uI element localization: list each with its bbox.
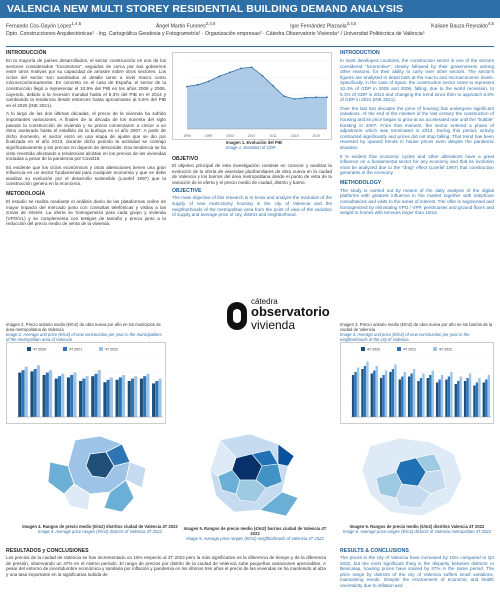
bar (410, 374, 412, 418)
map6-caption-en: Image 6. Average price ranges (€/m2) districts of Valencia metropolitan 4T 2022 (342, 529, 492, 534)
fig3-caption-block (340, 322, 494, 342)
intro-text-es-3: Es evidente que los ciclos económicos y otras alteraciones tienen una gran influencia en un sector fundamental para cualquier economía y que se debe analizar su evolución por el desarrollo sostenible (Loerlef 1997) que la construcción genera en la economía. (6, 164, 166, 187)
neighborhood-polygons (210, 434, 298, 516)
legend-swatch (397, 347, 401, 351)
bar (58, 376, 61, 417)
fig1-caption-block (226, 140, 336, 150)
bar (116, 380, 119, 417)
poster-title: VALENCIA NEW MULTI STOREY RESIDENTIAL BUILDING DEMAND ANALYSIS (0, 0, 500, 18)
bar (128, 381, 131, 417)
author-1: Fernando Cos-Gayón López$^{1,4,5}$ (6, 21, 82, 30)
map-metro-districts (350, 432, 480, 524)
intro-heading-en: INTRODUCTION (340, 50, 380, 56)
left-column (6, 50, 166, 227)
bar (457, 381, 459, 417)
logo-mark-icon (227, 302, 247, 330)
bar (119, 377, 122, 417)
x-tick-label: 2007 (247, 134, 256, 138)
bar (107, 380, 110, 417)
bar (438, 380, 440, 418)
x-tick-label: 1999 (204, 134, 213, 138)
results-es-block (6, 548, 326, 577)
author-2: Ángel Martín Furones$^{2,4,5}$ (155, 21, 216, 30)
intro-text-es: En la mayoría de países desarrollados, el sector construcción es uno de los sectores considerados "locomotora", seguidos de cerca por sus gobiernos entre otros motivos por su capacidad de arrastre sobre otros sectores. Los ciclos del sector son analizados al detalle tanto a nivel macro como microeconómicamente. En concreto en el caso de España, el sector de la construcción llegó a representar el 10,9% del PIB en los años 2006 y 2006, cayendo, debido a la recesión mundial hasta el 5,3% del PIB en el 2014 y cambiando la tendencia desde entonces hasta aproximarse al 5,6% del PIB en el 2020 (INE 2021). (6, 58, 166, 108)
bar (73, 373, 76, 417)
bar (21, 370, 24, 417)
map4-caption-block (20, 524, 180, 534)
bar (25, 367, 28, 417)
objective-block (172, 156, 332, 218)
bar (46, 373, 49, 417)
bar (146, 374, 149, 417)
intro-heading-es: INTRODUCCIÓN (6, 50, 47, 56)
x-tick-label: 2015 (290, 134, 299, 138)
bar (61, 374, 64, 417)
x-tick-label: 2003 (226, 134, 234, 138)
author-row (0, 19, 500, 30)
logo-main-text: observatorio (251, 304, 330, 319)
x-tick-label: 1995 (183, 134, 191, 138)
method-heading-es: METODOLOGÍA (6, 191, 46, 198)
objetivo-text: El objetivo principal de esta investigación consiste en conocer y analizar la evolución de la oferta de viviendas plurifamiliares de obra nueva en la ciudad de Valencia y los barrios del área metropolitana desde el punto de vista de la variación de la oferta y el precio medio de ciudad, distrito y barrio. (172, 163, 332, 185)
author-3: Igor Fernández Plazaola$^{3,4,5}$ (290, 21, 357, 30)
bar (122, 375, 125, 417)
intro-text-en-2: Over the last two decades the price of housing has undergone significant variations. At the end of the nineties of the last century the construction of housing and its price began to grow at an accelerated rate until the "bubble" bursting in 2007. From that moment, the sector entered a phase of adjustment which was terminated in 2013. During this period, activity contracted significantly and prices did not stop falling. That trend has been reversed by upward trends in house prices even despite the pandemic situation. (340, 105, 494, 150)
x-tick-label: 2011 (269, 134, 277, 138)
bar (380, 378, 382, 417)
map5-caption: Imagen 5. Rangos de precio medio (€/m2) barrios ciudad de Valencia 4T 2022 (183, 526, 327, 536)
method-text-en: The study is carried out by means of the daily analysis of the digital platforms with greatest influence in the market together with telephone consultations and visits to the areas of interest. The offer is segmented and homogenized by eliminating VPO / VPP, penthouses and ground floors and weight to homes with terraces larger than 10m2. (340, 187, 494, 216)
bar (91, 376, 94, 417)
bar (394, 365, 396, 418)
objective-text-en: The main objective of this research is to know and analyze the evolution of the supply of new multi-storey housing in the city of Valencia and the neighborhoods of the metropolitan area from the point of view of the variation of supply and average price of city, district and neighborhood. (172, 195, 332, 218)
intro-text-en-3: It is evident that economic cycles and other alterations have a great influence on a fundamental sector for any economy and that its evolution must be analyzed due to the "drag" effect (Loerlef 1997) that construction generates in the economy. (340, 153, 494, 176)
bar (417, 381, 419, 417)
bar (445, 380, 447, 418)
map-neighborhoods (190, 430, 314, 526)
results-heading-es: RESULTADOS y CONCLUSIONES (6, 548, 89, 554)
author-4: Kaliane Bauza Reynaldo$^{4,5}$ (431, 21, 494, 30)
bar (469, 374, 471, 418)
legend-label: 4T 2020 (33, 347, 47, 352)
gdp-point (315, 96, 317, 98)
logo-top-text: cátedra (251, 297, 278, 306)
fig2-caption-block (6, 322, 166, 342)
method-heading-en: METHODOLOGY (340, 179, 382, 186)
bar (401, 377, 403, 418)
gdp-point (251, 66, 253, 68)
bar (371, 374, 373, 418)
results-text-en: The prices in the city of Valencia have increased by 15% compared to Q4 2022, but the most significant thing is the disparity between districts: in Benicalap, housing prices have soared by 37% in the same period. The price range by districts of the city of Valencia suffers small variations, maintaining trends. Despite the environment of economic and health uncertainty due to inflation and (340, 555, 494, 588)
objective-heading-en: OBJECTIVE (172, 188, 202, 195)
gdp-point (261, 75, 263, 77)
bar (385, 371, 387, 418)
bar (382, 375, 384, 417)
bar (404, 372, 406, 417)
fig3-caption-en: Image 3. Average unit price (€/m2) of new construction per year in the neighborhoods of the city of Valencia (340, 332, 470, 342)
bar (110, 377, 113, 417)
legend-label: 4T 2021 (403, 347, 417, 352)
map6-caption: Imagen 6. Rangos de precio medio (€/m2) distritos Valencia 4T 2022 (349, 524, 485, 529)
district-polygons (48, 436, 146, 512)
metro-polygons (362, 438, 462, 516)
affiliations: Dpto. Construcciones Arquitectónicas¹ · Ing. Cartográfica Geodesia y Fotogrametría² · Organización empresas³ · Cátedra Observatorio Vivienda⁴ / Universitat Politècnica de València⁵ (6, 30, 425, 37)
bar (476, 383, 478, 418)
bar (420, 378, 422, 417)
gdp-chart (172, 52, 332, 140)
fig3-caption: Imagen 3. Precio unitario medio (€/m2) de obra nueva por año en los barrios de la ciudad de Valencia (340, 322, 493, 332)
bar (55, 379, 58, 417)
map4-caption: Imagen 4. Rangos de precio medio (€/m2) distritos ciudad de Valencia 4T 2022 (22, 524, 178, 529)
bar (134, 376, 137, 417)
bar (79, 381, 82, 417)
right-column (340, 50, 494, 216)
bar (352, 375, 354, 417)
bar (485, 380, 487, 418)
legend-label: 4T 2021 (69, 347, 83, 352)
bar (143, 376, 146, 417)
bar (432, 371, 434, 418)
bar (86, 376, 89, 417)
map-districts (30, 432, 170, 524)
map5-caption-en: Image 5. Average price ranges (€/m2) neighborhoods of Valencia 4T 2022 (186, 536, 324, 541)
bar (70, 375, 73, 417)
bar (389, 372, 391, 417)
gdp-point (294, 98, 296, 100)
bar (159, 379, 162, 417)
bar (131, 379, 134, 417)
legend-swatch (433, 347, 437, 351)
gdp-point (186, 86, 188, 88)
bar (82, 379, 85, 417)
bar (43, 375, 46, 417)
gdp-point (208, 81, 210, 83)
fig1-caption: Imagen 1. Evolución del PIB (226, 140, 282, 145)
bar (483, 383, 485, 418)
bar (488, 375, 490, 417)
fig2-caption: Imagen 2. Precio unitario medio (€/m2) de obra nueva por año en los municipios de área metropolitana de Valencia (6, 322, 161, 332)
bar (413, 369, 415, 417)
results-en-block (340, 548, 494, 589)
gdp-point (240, 67, 242, 69)
author-block (0, 19, 500, 45)
map5-caption-block (180, 526, 330, 541)
bar (376, 366, 378, 417)
results-heading-en: RESULTS & CONCLUSIONS (340, 548, 409, 554)
bar (455, 384, 457, 417)
results-text-es: Los precios de la ciudad de Valencia se han incrementado un 15% respecto al 3T 2022 pero la más significativo es la diferencia de tiempo y de la diferencia de presión, observando un 37% en el mismo periodo. El rango de precios por distrito de la ciudad de Valencia sube pequeñas variaciones apreciables. A pesar del entorno de incertidumbre económica y sanitaria por inflación y pandemia en los últimos tres años el precio de las viviendas se ha mantenido al alza y una tasa importante en la significativa subida de (6, 555, 326, 577)
bar (364, 366, 366, 417)
logo-sub-text: vivienda (251, 318, 296, 332)
bar (67, 377, 70, 417)
bar (441, 375, 443, 417)
intro-text-en: In most developed countries, the construction sector is one of the sectors considered "locomotive", closely followed by their governments among other reasons, for their ability to carry over other sectors. The sector's figures are analysed in detail both at the macro and microeconomic levels. Specifically, in the case of Spain, the construction sector came to represent 10.4% of GDP in 2005 and 2006, falling, due to the world recession, to 5.1% of GDP in 2014 and changing the trend since then to approach 5.6% of GDP in 2021 (INE 2021). (340, 58, 494, 103)
bar (450, 372, 452, 417)
gdp-point (326, 96, 328, 98)
bar (98, 370, 101, 417)
bar (103, 382, 106, 417)
legend-swatch (99, 347, 103, 351)
bar (49, 370, 52, 417)
bar (37, 365, 40, 417)
bar (448, 377, 450, 418)
bar (436, 383, 438, 418)
bar (392, 369, 394, 417)
gdp-point (305, 97, 307, 99)
bar (155, 381, 158, 417)
fig2-caption-en: Image 2. Average unit price (€/m2) of new construction per year in the municipalities of the metropolitan area of Valencia (6, 332, 162, 342)
bar (94, 374, 97, 417)
bar (478, 378, 480, 417)
bar (18, 373, 21, 417)
gdp-point (272, 85, 274, 87)
bar (140, 379, 143, 417)
gdp-point (283, 95, 285, 97)
bar (460, 377, 462, 418)
bar (357, 368, 359, 418)
gdp-point (218, 75, 220, 77)
legend-label: 4T 2022 (439, 347, 453, 352)
map6-caption-block (340, 524, 494, 534)
bar (408, 377, 410, 418)
bar (429, 375, 431, 417)
legend-swatch (361, 347, 365, 351)
fig3-chart (340, 342, 494, 424)
bar (427, 378, 429, 417)
fig1-caption-en: Image 1. Evolution of GDP (226, 145, 276, 150)
bar (34, 369, 37, 417)
bar (422, 374, 424, 418)
bar (399, 380, 401, 418)
intro-text-es-2: A lo largo de las dos últimas décadas, el precio de la vivienda ha sufrido importantes variaciones. A finales de la década de los noventa del siglo pasado la construcción de vivienda y su precio comenzaron a crecer a un ritmo acelerado hasta el estallido de la burbuja en el año 2007. A partir de dicho momento, el sector entró en una etapa de ajuste que se dio por finalizada en el año 2013, durante dicho periodo la actividad se contrajo significativamente y los precios no dejaron de descender. Esa tendencia se ha visto revertida afectando a tendencias alcistas en los precios de las viviendas iniciadas a pesar de la pandemia por Covid19. (6, 111, 166, 162)
bar (466, 378, 468, 417)
bar (361, 369, 363, 417)
catedra-logo (205, 296, 330, 336)
bar (366, 362, 368, 418)
fig2-chart (6, 342, 166, 424)
objetivo-heading: OBJETIVO (172, 156, 199, 162)
gdp-point (197, 84, 199, 86)
method-text-es: El estudio se realiza mediante el análisis diario de las plataformas online de mayor impacto del mercado junto con consultas telefónicas y visitas a las zonas de interés. La oferta se homogeneiza para cada grupo y vivienda (VPO/VL) y se complementa con testigos de tamaño y precio junto a la reducción del precio medio de venta de la vivienda. (6, 199, 166, 227)
map4-caption-en: Image 4. Average price ranges (€/m2) districts of Valencia 4T 2022 (38, 529, 162, 534)
legend-swatch (63, 347, 67, 351)
legend-label: 4T 2020 (367, 347, 381, 352)
bar (30, 371, 33, 417)
bar (473, 386, 475, 418)
gdp-point (229, 71, 231, 73)
x-tick-label: 2019 (312, 134, 321, 138)
legend-swatch (27, 347, 31, 351)
bar (354, 372, 356, 417)
header-divider (6, 46, 494, 47)
bar (464, 381, 466, 417)
bar (373, 371, 375, 418)
legend-label: 4T 2022 (105, 347, 119, 352)
bar (152, 383, 155, 417)
